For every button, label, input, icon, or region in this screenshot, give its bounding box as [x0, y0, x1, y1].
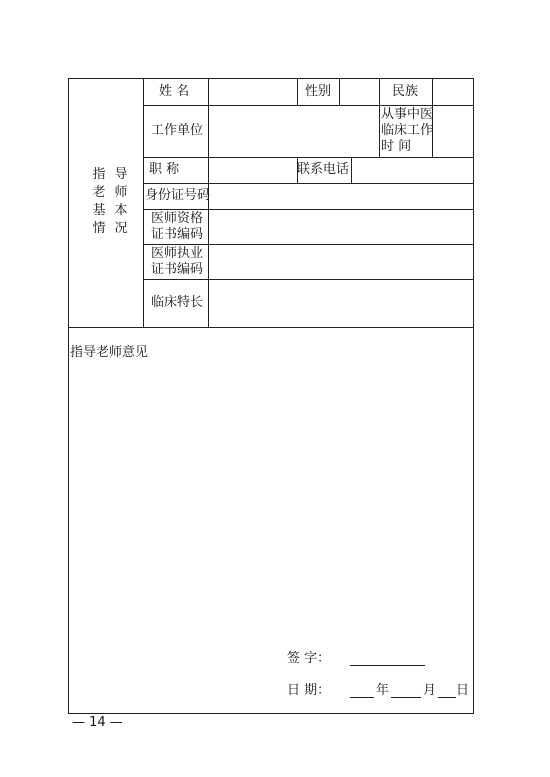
section-char: 况	[114, 221, 128, 236]
id-field[interactable]	[209, 184, 473, 208]
specialty-label: 临床特长	[151, 295, 204, 310]
day-line[interactable]	[438, 685, 456, 698]
sign-label: 签 字：	[287, 651, 331, 666]
section-char: 师	[114, 185, 128, 200]
sign-line[interactable]	[350, 653, 425, 666]
col-divider	[379, 79, 380, 157]
ethnicity-field[interactable]	[433, 80, 473, 104]
date-label: 日 期：	[287, 683, 331, 698]
license-field[interactable]	[209, 245, 473, 278]
day-label: 日	[456, 683, 470, 698]
page-number: — 14 —	[72, 715, 123, 730]
tcm-years-label	[381, 107, 433, 155]
phone-label: 联系电话	[297, 162, 350, 177]
qualification-field[interactable]	[209, 210, 473, 243]
month-line[interactable]	[391, 685, 421, 698]
gender-label: 性别	[305, 84, 332, 99]
gender-field[interactable]	[340, 80, 378, 104]
col-divider	[143, 79, 144, 327]
section-char: 本	[114, 203, 128, 218]
section-char: 指	[92, 167, 106, 182]
form-table	[68, 78, 474, 714]
section-char: 情	[92, 221, 106, 236]
qualification-label	[151, 211, 203, 243]
col-divider	[297, 79, 298, 105]
section-label-col1	[91, 167, 107, 237]
qualification-line: 医师资格	[151, 211, 204, 226]
license-line: 医师执业	[151, 246, 204, 261]
title-field[interactable]	[209, 158, 296, 182]
tcm-years-line: 临床工作	[381, 123, 434, 138]
section-char: 老	[92, 185, 106, 200]
section-divider	[69, 327, 474, 328]
license-label	[151, 246, 203, 278]
tcm-years-field[interactable]	[433, 106, 473, 156]
section-char: 基	[92, 203, 106, 218]
section-char: 导	[114, 167, 128, 182]
title-label: 职 称	[149, 162, 180, 177]
id-label: 身份证号码	[145, 188, 211, 203]
year-label: 年	[376, 683, 390, 698]
qualification-line: 证书编码	[151, 227, 204, 242]
year-line[interactable]	[350, 685, 374, 698]
specialty-field[interactable]	[209, 280, 473, 326]
tcm-years-line: 从事中医	[381, 107, 434, 122]
license-line: 证书编码	[151, 262, 204, 277]
work-unit-label: 工作单位	[151, 123, 204, 138]
month-label: 月	[423, 683, 437, 698]
phone-field[interactable]	[352, 158, 473, 182]
section-label-col2	[113, 167, 129, 237]
ethnicity-label: 民族	[392, 84, 419, 99]
opinion-label: 指导老师意见	[70, 345, 149, 360]
opinion-field[interactable]	[70, 369, 473, 639]
work-unit-field[interactable]	[209, 106, 378, 156]
name-field[interactable]	[209, 80, 296, 104]
tcm-years-line: 时 间	[381, 139, 412, 154]
name-label: 姓 名	[159, 84, 190, 99]
